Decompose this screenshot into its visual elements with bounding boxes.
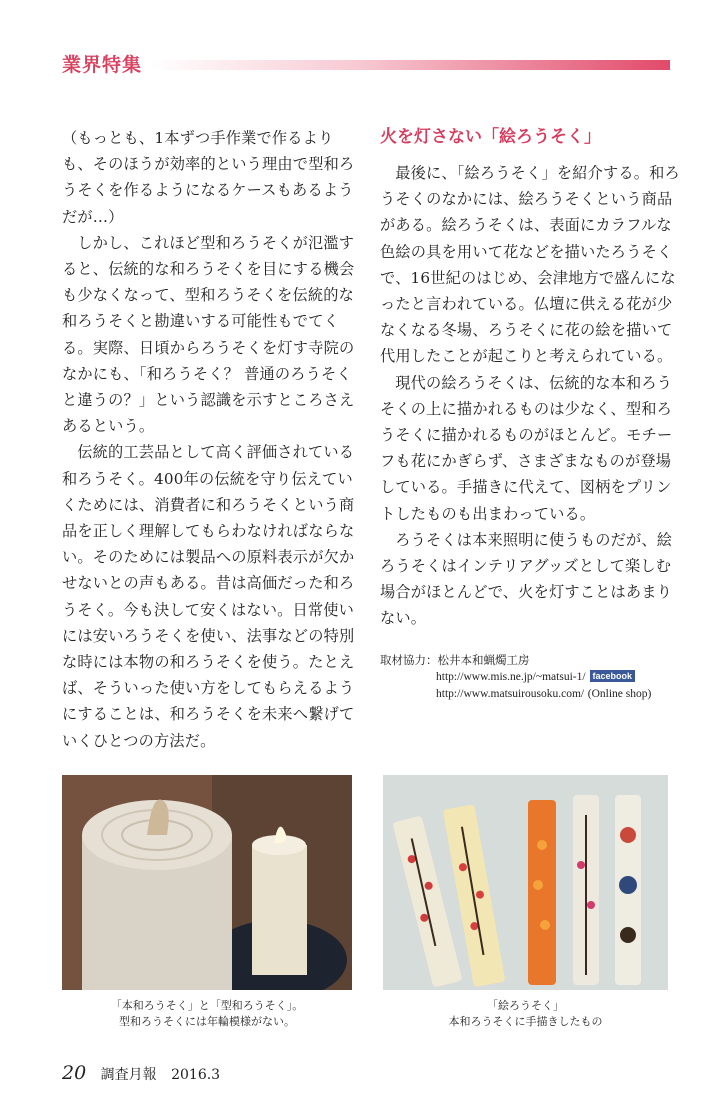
website-link[interactable]: http://www.mis.ne.jp/~matsui-1/ [436, 671, 586, 683]
shop-link[interactable]: http://www.matsuirousoku.com/ [436, 688, 585, 700]
paragraph: 伝統的工芸品として高く評価されている和ろうそく。400年の伝統を守り伝えていくためには、消費者に和ろうそくという商品を正しく理解してもらわなければならない。そのためには製品への原料表示が欠かせないとの声もある。昔は高価だった和ろうそく。今も決して安くはない。日常使いには安いろうそくを使い、法事などの特別な時には本物の和ろうそくを使う。たとえば、そういった使い方をしてもらえるようにすることは、和ろうそくを未来へ繋げていくひとつの方法だ。 [62, 443, 355, 750]
issue-date: 2016.3 [171, 1067, 221, 1083]
facebook-badge[interactable]: facebook [590, 670, 636, 682]
photo-caption-left [62, 998, 352, 1030]
caption-line: 「本和ろうそく」と「型和ろうそく」。 [110, 999, 304, 1012]
page-number: 20 [62, 1062, 87, 1084]
shop-link-note: (Online shop) [587, 688, 652, 700]
credit-label: 取材協力：松井本和蝋燭工房 [380, 653, 530, 667]
type-candle [252, 845, 307, 975]
caption-line: 型和ろうそくには年輪模様がない。 [119, 1015, 295, 1028]
right-column [380, 160, 680, 632]
credit-block [380, 652, 680, 702]
paragraph: （もっとも、1本ずつ手作業で作るよりも、そのほうが効率的という理由で型和ろうそくを作るようになるケースもあるようだが…） [62, 129, 355, 226]
page-footer [62, 1062, 220, 1084]
painted-candles-illustration [383, 775, 668, 990]
candles-photo-illustration [62, 775, 352, 990]
paragraph: 最後に、「絵ろうそく」を紹介する。和ろうそくのなかには、絵ろうそくという商品がある。絵ろうそくは、表面にカラフルな色絵の具を用いて花などを描いたろうそくで、16世紀のはじめ、会津地方で盛んになったと言われている。仏壇に供える花が少なくなる冬場、ろうそくに花の絵を描いて代用したことが起こりと考えられている。 [380, 164, 680, 366]
photo-candles-comparison [62, 775, 352, 990]
section-header: 業界特集 [62, 54, 143, 76]
section-title: 火を灯さない「絵ろうそく」 [380, 127, 601, 147]
caption-line: 本和ろうそくに手描きしたもの [448, 1015, 603, 1028]
paragraph: 現代の絵ろうそくは、伝統的な本和ろうそくの上に描かれるものは少なく、型和ろうそくに描かれるものがほとんど。モチーフも花にかぎらず、さまざまなものが登場している。手描きに代えて、図柄をプリントしたものも出まわっている。 [380, 373, 673, 523]
caption-line: 「絵ろうそく」 [487, 999, 564, 1012]
left-column [62, 125, 362, 754]
paragraph: ろうそくは本来照明に使うものだが、絵ろうそくはインテリアグッズとして楽しむ場合がほとんどで、火を灯すことはあまりない。 [380, 530, 673, 628]
header-gradient-bar [150, 60, 670, 70]
magazine-name: 調査月報 [100, 1067, 157, 1083]
photo-caption-right [383, 998, 668, 1030]
photo-painted-candles [383, 775, 668, 990]
paragraph: しかし、これほど型和ろうそくが氾濫すると、伝統的な和ろうそくを目にする機会も少なくなって、型和ろうそくを伝統的な和ろうそくと勘違いする可能性もでてくる。実際、日頃からろうそくを灯す寺院のなかにも、「和ろうそく？ 普通のろうそくと違うの？」という認識を示すところさえあるという。 [62, 233, 355, 436]
